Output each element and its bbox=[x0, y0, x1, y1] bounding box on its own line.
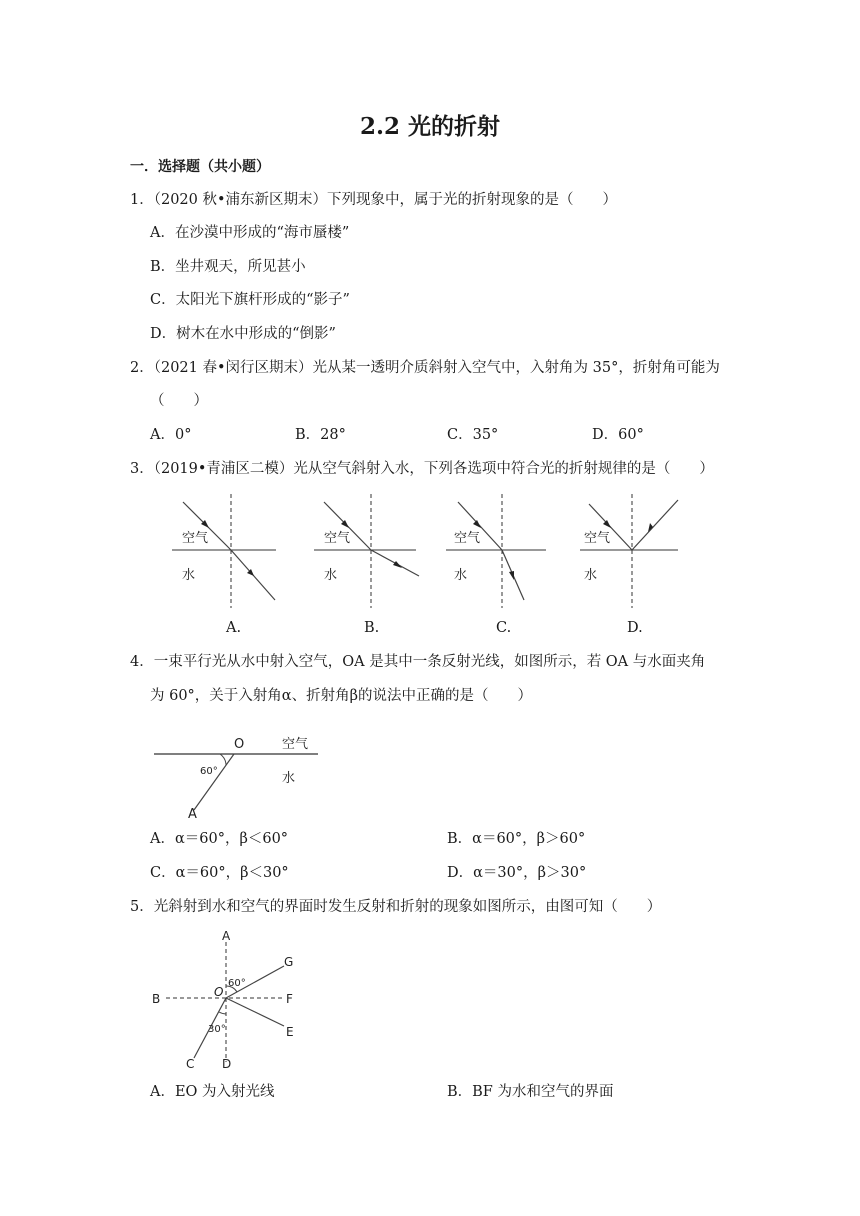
q3-stem: 3．（2019•青浦区二模）光从空气斜射入水，下列各选项中符合光的折射规律的是（ ） bbox=[130, 461, 714, 477]
q3-figure-b[interactable] bbox=[312, 492, 432, 610]
q3-d-water-label: 水 bbox=[584, 568, 598, 583]
q1-option-d[interactable]: D．树木在水中形成的“倒影” bbox=[150, 326, 336, 342]
q5-option-b[interactable]: B．BF 为水和空气的界面 bbox=[447, 1084, 614, 1100]
q2-option-c[interactable]: C．35° bbox=[447, 427, 499, 443]
q3-figure-a[interactable] bbox=[170, 492, 290, 610]
q2-stem: 2．（2021 春•闵行区期末）光从某一透明介质斜射入空气中，入射角为 35°，折射角可能为 bbox=[130, 360, 720, 376]
q5-label-c: C bbox=[186, 1057, 195, 1070]
q4-option-a[interactable]: A．α＝60°，β＜60° bbox=[150, 831, 289, 847]
q3-option-d[interactable]: D. bbox=[627, 620, 643, 636]
q3-a-water-label: 水 bbox=[182, 568, 196, 583]
q3-c-water-label: 水 bbox=[454, 568, 468, 583]
q1-stem: 1．（2020 秋•浦东新区期末）下列现象中，属于光的折射现象的是（ ） bbox=[130, 192, 618, 208]
q1-option-c[interactable]: C．太阳光下旗杆形成的“影子” bbox=[150, 292, 350, 308]
q4-angle-label: 60° bbox=[200, 766, 218, 777]
q5-label-f: F bbox=[286, 992, 293, 1006]
q2-stem-paren: （ ） bbox=[150, 393, 208, 409]
q4-air-label: 空气 bbox=[282, 737, 309, 752]
q3-option-c[interactable]: C. bbox=[496, 620, 512, 636]
q5-label-o: O bbox=[214, 985, 224, 999]
q5-label-e: E bbox=[286, 1025, 294, 1039]
q5-angle-60: 60° bbox=[228, 978, 246, 989]
q5-label-a: A bbox=[222, 929, 231, 943]
q4-figure bbox=[150, 730, 330, 822]
q3-option-a[interactable]: A. bbox=[226, 620, 242, 636]
q2-option-b[interactable]: B．28° bbox=[295, 427, 346, 443]
q3-c-air-label: 空气 bbox=[454, 531, 481, 546]
q4-option-c[interactable]: C．α＝60°，β＜30° bbox=[150, 865, 289, 881]
q1-option-a[interactable]: A．在沙漠中形成的“海市蜃楼” bbox=[150, 225, 350, 241]
q4-option-d[interactable]: D．α＝30°，β＞30° bbox=[447, 865, 587, 881]
q2-option-a[interactable]: A．0° bbox=[150, 427, 192, 443]
q2-option-d[interactable]: D．60° bbox=[592, 427, 644, 443]
q3-figure-c[interactable] bbox=[444, 492, 564, 610]
q4-stem: 4．一束平行光从水中射入空气，OA 是其中一条反射光线，如图所示，若 OA 与水面夹角 bbox=[130, 654, 706, 670]
q4-option-b[interactable]: B．α＝60°，β＞60° bbox=[447, 831, 586, 847]
q5-label-b: B bbox=[152, 992, 161, 1006]
q5-stem: 5．光斜射到水和空气的界面时发生反射和折射的现象如图所示，由图可知（ ） bbox=[130, 899, 662, 915]
q4-point-a: A bbox=[188, 807, 197, 822]
q4-water-label: 水 bbox=[282, 771, 296, 786]
q3-option-b[interactable]: B. bbox=[364, 620, 380, 636]
q3-b-air-label: 空气 bbox=[324, 531, 351, 546]
q5-figure bbox=[148, 928, 308, 1070]
q3-d-air-label: 空气 bbox=[584, 531, 611, 546]
q3-figure-d[interactable] bbox=[578, 492, 698, 610]
q5-label-d: D bbox=[222, 1057, 232, 1070]
q4-stem-2: 为 60°，关于入射角α、折射角β的说法中正确的是（ ） bbox=[150, 688, 532, 704]
q3-b-water-label: 水 bbox=[324, 568, 338, 583]
q5-label-g: G bbox=[284, 955, 294, 969]
section-heading: 一．选择题（共小题） bbox=[130, 159, 270, 175]
q5-angle-30: 30° bbox=[208, 1024, 226, 1035]
page-title: 2.2 光的折射 bbox=[359, 113, 501, 140]
q1-option-b[interactable]: B．坐井观天，所见甚小 bbox=[150, 259, 306, 275]
q3-a-air-label: 空气 bbox=[182, 531, 209, 546]
q5-option-a[interactable]: A．EO 为入射光线 bbox=[150, 1084, 275, 1100]
q4-point-o: O bbox=[234, 737, 245, 752]
